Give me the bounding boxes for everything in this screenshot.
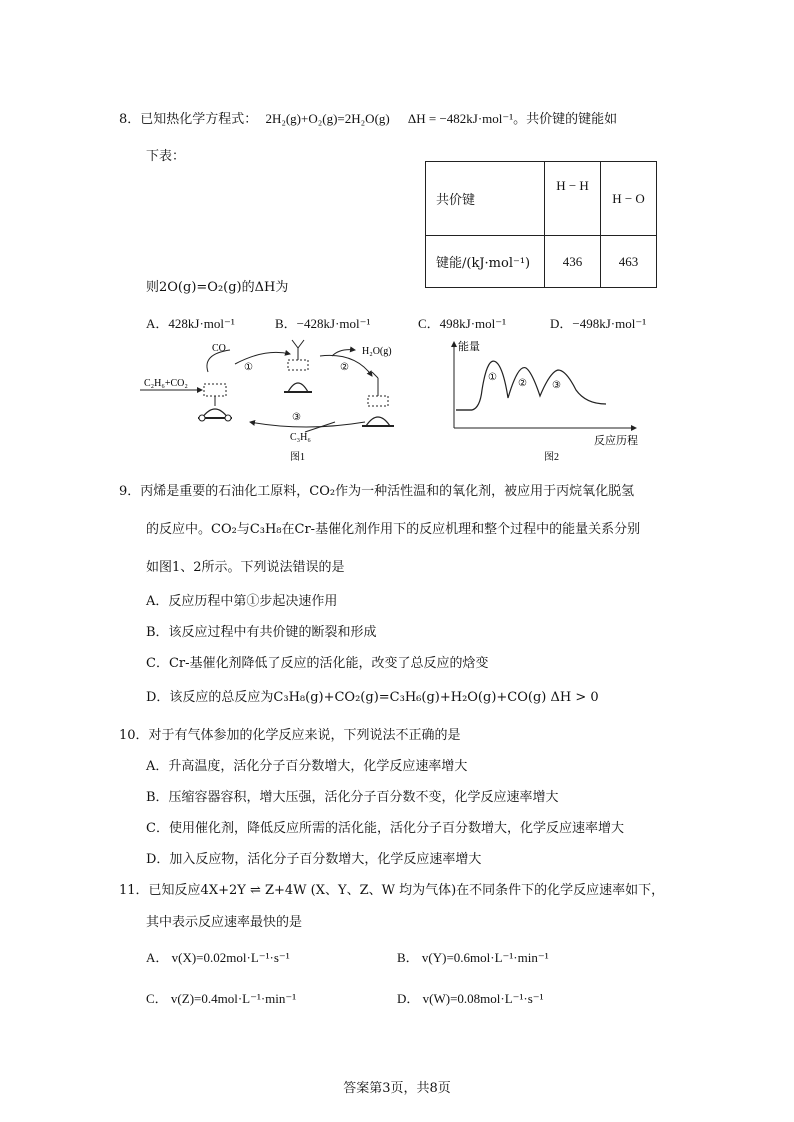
figure-1-caption: 图1 — [290, 452, 305, 463]
table-value-ho: 463 — [601, 236, 657, 288]
catalyst-left — [198, 384, 232, 421]
q8-line2: 下表： — [146, 149, 186, 164]
arrow-step-3 — [250, 422, 365, 427]
page-footer: 答案第3页，共8页 — [343, 1081, 451, 1096]
table-row-label: 键能/(kJ·mol⁻¹) — [426, 236, 545, 288]
q8-question: 则2O(g)=O₂(g)的ΔH为 — [146, 280, 289, 295]
q11-option-b: B． v(Y)=0.6mol·L⁻¹·min⁻¹ — [397, 950, 549, 965]
q9-option-c: C．Cr-基催化剂降低了反应的活化能，改变了总反应的焓变 — [146, 656, 489, 671]
label-water: H₂O(g) — [362, 346, 392, 357]
fig2-peak-2: ② — [518, 378, 527, 389]
q9-line3: 如图1、2所示。下列说法错误的是 — [146, 560, 345, 575]
label-co: CO — [212, 343, 226, 354]
label-propene: C₃H₆ — [290, 432, 311, 443]
q9-option-b: B．该反应过程中有共价键的断裂和形成 — [146, 625, 377, 640]
q10-option-a: A．升高温度，活化分子百分数增大，化学反应速率增大 — [146, 759, 468, 774]
q9-option-a: A．反应历程中第①步起决速作用 — [146, 594, 338, 609]
figure-2-caption: 图2 — [544, 452, 559, 463]
q10-option-d: D．加入反应物，活化分子百分数增大，化学反应速率增大 — [146, 852, 482, 867]
q9-option-d: D．该反应的总反应为C₃H₈(g)+CO₂(g)=C₃H₆(g)+H₂O(g)+CO(g) ΔH > 0 — [146, 690, 599, 705]
label-step-2: ② — [340, 362, 349, 373]
q11-line1: 11．已知反应4X+2Y ⇌ Z+4W (X、Y、Z、W 均为气体)在不同条件下的化学反应速率如下， — [119, 883, 665, 898]
catalyst-top — [284, 340, 312, 392]
fig2-peak-3: ③ — [552, 380, 561, 391]
label-step-1: ① — [244, 362, 253, 373]
catalyst-right — [362, 372, 394, 426]
q8-option-d: D．−498kJ·mol⁻¹ — [550, 316, 647, 331]
label-step-3: ③ — [292, 412, 301, 423]
table-bond-ho: H − O — [601, 162, 657, 236]
q8-option-b: B．−428kJ·mol⁻¹ — [275, 316, 371, 331]
q10-option-b: B．压缩容器容积，增大压强，活化分子百分数不变，化学反应速率增大 — [146, 790, 559, 805]
bond-energy-table — [425, 161, 657, 288]
q8-option-c: C．498kJ·mol⁻¹ — [418, 316, 507, 331]
energy-curve — [456, 361, 606, 410]
q8-option-a: A．428kJ·mol⁻¹ — [146, 316, 235, 331]
fig2-xlabel: 反应历程 — [594, 435, 638, 447]
table-bond-hh: H − H — [545, 162, 601, 236]
fig2-ylabel: 能量 — [458, 341, 480, 353]
label-reactants: C₂H₆+CO₂ — [144, 378, 188, 389]
fig2-peak-1: ① — [488, 372, 497, 383]
figure-1-mechanism — [140, 334, 430, 464]
table-value-hh: 436 — [545, 236, 601, 288]
figure-2-energy-profile — [446, 334, 646, 464]
q8-line1: 8．已知热化学方程式： 2H₂(g)+O₂(g)=2H₂O(g) ΔH = −482kJ·mol⁻¹。共价键的键能如 — [119, 111, 618, 127]
q10-option-c: C．使用催化剂，降低反应所需的活化能，活化分子百分数增大，化学反应速率增大 — [146, 821, 624, 836]
q9-line1: 9．丙烯是重要的石油化工原料，CO₂作为一种活性温和的氧化剂，被应用于丙烷氧化脱氢 — [119, 484, 635, 499]
q11-option-c: C． v(Z)=0.4mol·L⁻¹·min⁻¹ — [146, 991, 297, 1006]
q11-option-a: A． v(X)=0.02mol·L⁻¹·s⁻¹ — [146, 950, 290, 965]
q10-stem: 10．对于有气体参加的化学反应来说，下列说法不正确的是 — [119, 728, 461, 743]
q11-option-d: D． v(W)=0.08mol·L⁻¹·s⁻¹ — [397, 991, 544, 1006]
q11-line2: 其中表示反应速率最快的是 — [146, 915, 303, 930]
q9-line2: 的反应中。CO₂与C₃H₈在Cr-基催化剂作用下的反应机理和整个过程中的能量关系分别 — [146, 522, 641, 537]
arrow-water-out — [332, 350, 355, 356]
table-header-label: 共价键 — [426, 162, 545, 236]
